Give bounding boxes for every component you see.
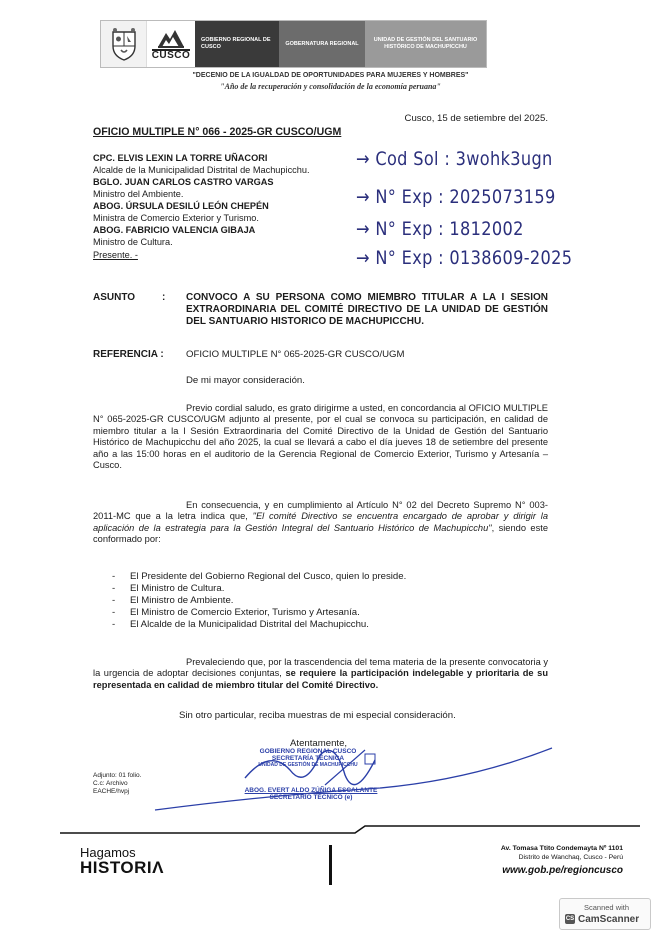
handwritten-note: → Cod Sol : 3wohk3ugn — [356, 148, 553, 170]
presente-label: Presente. - — [93, 250, 138, 260]
asunto-text: CONVOCO A SU PERSONA COMO MIEMBRO TITULAR A LA I SESION EXTRAORDINARIA DEL COMITÉ DIRECTIVO DE LA UNIDAD DE GESTIÓN DEL SANTUARIO HISTORICO DE MACHUPICCHU. — [186, 292, 548, 327]
signature-scribble — [150, 740, 560, 815]
paragraph-1 — [93, 403, 548, 471]
greeting: De mi mayor consideración. — [186, 375, 305, 386]
paragraph-3-text: Prevaleciendo que, por la trascendencia del tema materia de la presente convocatoria y la urgencia de adoptar decisiones conjuntas, — [93, 657, 548, 679]
adjunto-line: Adjunto: 01 folio. — [93, 772, 142, 779]
closing-line: Sin otro particular, reciba muestras de mi especial consideración. — [179, 710, 456, 721]
addressee-role: Ministro de Cultura. — [93, 237, 173, 247]
referencia-text: OFICIO MULTIPLE N° 065-2025-GR CUSCO/UGM — [186, 349, 405, 360]
addressee-role: Ministra de Comercio Exterior y Turismo. — [93, 213, 259, 223]
addressee-role: Alcalde de la Municipalidad Distrital de Machupicchu. — [93, 165, 310, 175]
decree-quote: "El comité Directivo se encuentra encargado de aprobar y dirigir la aplicación de la estrategia para la Gestión Integral del Santuario Histórico de Machupicchu" — [93, 511, 549, 533]
hagamos-text: Hagamos — [80, 845, 136, 860]
addressee-name: CPC. ELVIS LEXIN LA TORRE UÑACORI — [93, 153, 268, 163]
footer-divider — [0, 818, 661, 838]
atentamente: Atentamente, — [290, 738, 348, 749]
footer-address — [501, 845, 623, 862]
referencia-label: REFERENCIA : — [93, 349, 164, 360]
handwritten-note: → N° Exp : 0138609-2025 — [356, 247, 573, 269]
list-item: - El Presidente del Gobierno Regional del Cusco, quien lo preside. — [112, 571, 406, 583]
oficio-title: OFICIO MULTIPLE N° 066 - 2025-GR CUSCO/UGM — [93, 126, 342, 138]
addressee-name: BGLO. JUAN CARLOS CASTRO VARGAS — [93, 177, 274, 187]
mountain-logo-icon — [156, 27, 186, 49]
initials-line: EACHE/hvpj — [93, 788, 130, 795]
signer-name: ABOG. EVERT ALDO ZÚÑIGA ESCALANTE — [244, 787, 378, 794]
addressee-name: ABOG. FABRICIO VALENCIA GIBAJA — [93, 225, 256, 235]
gobernatura-label: GOBERNATURA REGIONAL — [279, 21, 365, 67]
historia-text: HISTORIΛ — [80, 858, 164, 877]
peru-crest-icon — [101, 21, 146, 67]
cusco-logo — [146, 21, 195, 67]
asunto-label: ASUNTO — [93, 292, 136, 303]
cusco-logo-text: CUSCO — [151, 50, 191, 61]
paragraph-2-text: En consecuencia, y en cumplimiento al Artículo N° 02 del Decreto Supremo N° 003-2011-MC que a la letra indica que, — [93, 500, 548, 522]
decenio-line: "DECENIO DE LA IGUALDAD DE OPORTUNIDADES PARA MUJERES Y HOMBRES" — [192, 72, 469, 79]
paragraph-3 — [93, 657, 548, 691]
paragraph-1-text: Previo cordial saludo, es grato dirigirme a usted, en concordancia al OFICIO MULTIPLE N° 065-2025-GR CUSCO/UGM adjunto al presente, por el cual se convoca su participación, en calidad de miembro titular a la I Sesión Extraordinaria del Comité Directivo de la Unidad de Gestión del Santuario Histórico de Machupicchu del año 2025, la cual se llevará a cabo el día jueves 18 de setiembre del presente año a las 15:00 horas en el auditorio de la Gerencia Regional de Comercio Exterior, Turismo y Artesanía – Cusco. — [93, 403, 548, 471]
paragraph-3-emphasis: se requiere la participación indelegable y prioritaria de su representada en calidad de miembro titular del Comité Directivo. — [93, 668, 548, 690]
committee-members-list — [112, 571, 406, 631]
footer-divider-bar — [329, 845, 332, 885]
scanned-with-text: Scanned with — [584, 903, 630, 912]
address-line-2: Distrito de Wanchaq, Cusco - Perú — [518, 853, 623, 861]
handwritten-note: → N° Exp : 1812002 — [356, 218, 524, 240]
stamp-line: GOBIERNO REGIONAL CUSCO — [259, 748, 357, 755]
camscanner-badge — [559, 898, 651, 930]
handwritten-note: → N° Exp : 2025073159 — [356, 186, 556, 208]
signer-title: SECRETARIO TÉCNICO (e) — [269, 794, 353, 801]
document-date: Cusco, 15 de setiembre del 2025. — [404, 113, 548, 124]
camscanner-text: CamScanner — [578, 914, 640, 925]
addressee-name: ABOG. ÚRSULA DESILÚ LEÓN CHEPÉN — [93, 201, 269, 211]
camscanner-icon: CS — [565, 916, 575, 922]
stamp-line: SECRETARÍA TÉCNICA — [271, 755, 345, 762]
addressee-role: Ministro del Ambiente. — [93, 189, 184, 199]
cc-line: C.c: Archivo — [93, 780, 128, 787]
list-item: - El Ministro de Ambiente. — [112, 595, 406, 607]
paragraph-2-end: , siendo este conformado por: — [93, 522, 548, 545]
header-banner — [100, 20, 487, 68]
signer-stamp — [238, 787, 384, 801]
attachments-note — [93, 772, 141, 796]
unidad-gestion-label: UNIDAD DE GESTIÓN DEL SANTUARIO HISTÓRICO DE MACHUPICCHU — [365, 21, 486, 67]
year-motto: "Año de la recuperación y consolidación de la economía peruana" — [220, 82, 441, 91]
footer-website: www.gob.pe/regioncusco — [502, 865, 623, 876]
asunto-colon: : — [162, 292, 166, 303]
list-item: - El Ministro de Cultura. — [112, 583, 406, 595]
stamp-line: UNIDAD DE GESTIÓN DE MACHUPICCHU — [258, 762, 358, 768]
list-item: - El Ministro de Comercio Exterior, Turismo y Artesanía. — [112, 607, 406, 619]
gobierno-regional-label: GOBIERNO REGIONAL DE CUSCO — [195, 21, 279, 67]
address-line-1: Av. Tomasa Ttito Condemayta Nº 1101 — [500, 845, 623, 852]
paragraph-2 — [93, 500, 548, 546]
list-item: - El Alcalde de la Municipalidad Distrital del Machupicchu. — [112, 619, 406, 631]
